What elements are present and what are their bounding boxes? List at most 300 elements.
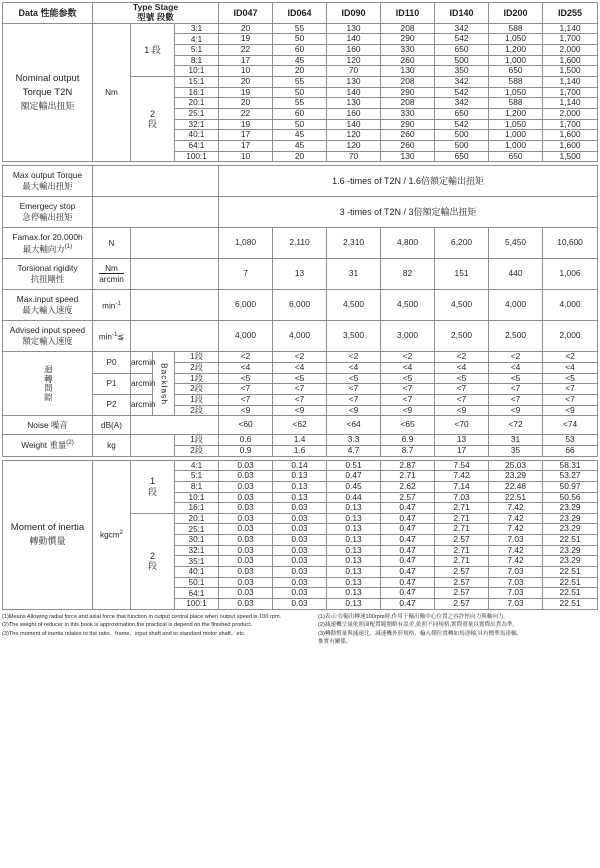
value-cell: 1,600 xyxy=(543,130,598,141)
stage-1-label: 1 段 xyxy=(131,460,175,513)
value-cell: 23.29 xyxy=(543,556,598,567)
ratio-cell: 3:1 xyxy=(175,23,219,34)
table-row xyxy=(3,460,598,471)
unit-weight: kg xyxy=(93,435,131,456)
value-cell: 4,500 xyxy=(381,290,435,321)
value-cell: 10 xyxy=(219,151,273,162)
value-cell: 0.9 xyxy=(219,445,273,456)
value-cell: 22 xyxy=(219,45,273,56)
value-cell: 1,000 xyxy=(489,140,543,151)
table-row xyxy=(3,435,598,446)
label-cn: 最大軸向力$^{(1)}$ xyxy=(22,242,73,254)
ratio-cell: 64:1 xyxy=(175,140,219,151)
value-cell: 2.87 xyxy=(381,460,435,471)
stage-label: 2段 xyxy=(175,362,219,373)
value-cell: 1,700 xyxy=(543,119,598,130)
value-cell: 45 xyxy=(273,140,327,151)
row-label-max-output-torque xyxy=(3,166,93,197)
value-cell: 0.03 xyxy=(273,545,327,556)
row-label-famax xyxy=(3,228,93,259)
value-cell: 4,000 xyxy=(219,321,273,352)
value-cell: 440 xyxy=(489,259,543,290)
value-cell: <7 xyxy=(273,384,327,395)
value-cell: <9 xyxy=(273,405,327,416)
value-cell: 650 xyxy=(435,45,489,56)
value-cell: <2 xyxy=(489,352,543,363)
value-cell: <7 xyxy=(219,384,273,395)
value-cell: 130 xyxy=(381,151,435,162)
ratio-cell: 40:1 xyxy=(175,567,219,578)
value-cell: 350 xyxy=(435,66,489,77)
value-cell: 140 xyxy=(327,34,381,45)
value-cell: 208 xyxy=(381,77,435,88)
value-cell: 542 xyxy=(435,34,489,45)
value-cell: 45 xyxy=(273,130,327,141)
value-cell: 10 xyxy=(219,66,273,77)
value-cell: 7.42 xyxy=(435,471,489,482)
value-cell: <5 xyxy=(543,373,598,384)
empty-cell xyxy=(131,290,219,321)
value-cell: 500 xyxy=(435,140,489,151)
value-cell: 0.13 xyxy=(327,567,381,578)
value-cell: <2 xyxy=(273,352,327,363)
unit-noise: dB(A) xyxy=(93,416,131,435)
value-cell: 2.62 xyxy=(381,481,435,492)
value-cell: 208 xyxy=(381,23,435,34)
value-cell: 7.42 xyxy=(489,524,543,535)
header-type-stage: Type Stage xyxy=(93,3,219,13)
value-cell: 0.03 xyxy=(219,492,273,503)
value-cell: 120 xyxy=(327,140,381,151)
ratio-cell: 30:1 xyxy=(175,535,219,546)
value-cell: 140 xyxy=(327,119,381,130)
footnotes xyxy=(2,613,598,647)
value-cell: 0.03 xyxy=(219,556,273,567)
value-cell: <60 xyxy=(219,416,273,435)
table-row xyxy=(3,166,598,197)
value-cell: 7.03 xyxy=(489,599,543,610)
ratio-cell: 40:1 xyxy=(175,130,219,141)
header-data-label: Data 性能参数 xyxy=(3,3,93,24)
value-cell: 50 xyxy=(273,119,327,130)
value-cell: 330 xyxy=(381,109,435,120)
value-cell: 1,700 xyxy=(543,34,598,45)
ratio-cell: 16:1 xyxy=(175,87,219,98)
value-cell: 0.03 xyxy=(219,471,273,482)
value-cell: 25.03 xyxy=(489,460,543,471)
table-row xyxy=(3,321,598,352)
ratio-cell: 10:1 xyxy=(175,492,219,503)
value-cell: 2.71 xyxy=(435,513,489,524)
value-cell: 7.54 xyxy=(435,460,489,471)
value-cell: 588 xyxy=(489,77,543,88)
value-cell: 23.29 xyxy=(543,513,598,524)
value-cell: 7 xyxy=(219,259,273,290)
value-cell: 82 xyxy=(381,259,435,290)
footnote-line: (3)轉動慣量與減速比、減速機外形規格、輸入側位置轉如馬達軸,具有標準馬達軸、 xyxy=(318,630,523,637)
value-cell: 22 xyxy=(219,109,273,120)
label-en: Nominal output Torque T2N xyxy=(15,72,80,98)
value-cell: 0.03 xyxy=(219,588,273,599)
value-cell: 0.13 xyxy=(273,481,327,492)
value-cell: 0.47 xyxy=(327,471,381,482)
value-cell: 650 xyxy=(489,66,543,77)
value-cell: 7.03 xyxy=(489,535,543,546)
value-cell: 2.71 xyxy=(435,503,489,514)
value-cell: <7 xyxy=(543,384,598,395)
value-cell: 7.03 xyxy=(435,492,489,503)
value-cell: 22.51 xyxy=(543,599,598,610)
value-cell: 330 xyxy=(381,45,435,56)
table-header-row xyxy=(3,3,598,13)
label-en: Max output Torque xyxy=(12,169,83,180)
value-cell: 22.51 xyxy=(543,577,598,588)
value-cell: 3,000 xyxy=(381,321,435,352)
value-cell: 0.47 xyxy=(381,577,435,588)
ratio-cell: 25:1 xyxy=(175,109,219,120)
header-model-1: ID064 xyxy=(273,3,327,24)
value-cell: 55 xyxy=(273,98,327,109)
backlash-unit-p2: arcmin xyxy=(131,394,153,415)
value-cell: 1,700 xyxy=(543,87,598,98)
value-cell: 500 xyxy=(435,130,489,141)
footnote-line: 惟實有關係。 xyxy=(318,638,352,645)
value-cell: 60 xyxy=(273,109,327,120)
value-cell: 10,600 xyxy=(543,228,598,259)
table-row xyxy=(3,259,598,290)
value-cell: 0.47 xyxy=(381,513,435,524)
footnote-line: (2)The weight of reducer in this book is approximation,the practical is depend on the finished product. xyxy=(2,622,253,629)
value-cell: 0.13 xyxy=(273,492,327,503)
value-cell: 17 xyxy=(219,55,273,66)
value-cell: 1.6 xyxy=(273,445,327,456)
value-cell: 70 xyxy=(327,151,381,162)
value-cell: 0.03 xyxy=(219,567,273,578)
value-cell: 130 xyxy=(381,66,435,77)
row-label-backlash xyxy=(3,352,93,416)
value-cell: 6,000 xyxy=(273,290,327,321)
value-cell: 588 xyxy=(489,23,543,34)
value-cell: <65 xyxy=(381,416,435,435)
value-cell: 45 xyxy=(273,55,327,66)
value-cell: 0.03 xyxy=(219,599,273,610)
ratio-cell: 8:1 xyxy=(175,481,219,492)
value-cell: 130 xyxy=(327,23,381,34)
table-row xyxy=(3,228,598,259)
value-cell: 542 xyxy=(435,87,489,98)
value-cell: 0.03 xyxy=(273,588,327,599)
value-cell: 342 xyxy=(435,98,489,109)
ratio-cell: 5:1 xyxy=(175,45,219,56)
value-cell: <5 xyxy=(327,373,381,384)
label-en: Backlash xyxy=(159,362,170,405)
stage-label: 2段 xyxy=(175,384,219,395)
value-cell: 2.57 xyxy=(435,588,489,599)
value-cell: 2,000 xyxy=(543,45,598,56)
value-cell: 2,500 xyxy=(435,321,489,352)
row-label-max-input-speed xyxy=(3,290,93,321)
value-cell: 23.29 xyxy=(543,545,598,556)
value-cell: 0.6 xyxy=(219,435,273,446)
value-cell: 290 xyxy=(381,87,435,98)
ratio-cell: 64:1 xyxy=(175,588,219,599)
value-cell: <5 xyxy=(273,373,327,384)
empty-cell xyxy=(93,197,219,228)
empty-cell xyxy=(131,259,219,290)
label-cn: 抗扭剛性 xyxy=(30,274,65,285)
value-cell: 22.51 xyxy=(543,567,598,578)
ratio-cell: 32:1 xyxy=(175,545,219,556)
value-cell: 50.97 xyxy=(543,481,598,492)
value-cell: 0.03 xyxy=(219,577,273,588)
value-cell: 2,000 xyxy=(543,321,598,352)
value-cell: 7.42 xyxy=(489,556,543,567)
value-cell: 1,080 xyxy=(219,228,273,259)
value-cell: 23.29 xyxy=(489,471,543,482)
label-en: Advised input speed xyxy=(9,324,86,335)
value-cell: 0.03 xyxy=(273,567,327,578)
unit-max-input-speed: $\min^{-1}$ xyxy=(93,290,131,321)
value-cell: 342 xyxy=(435,77,489,88)
row-label-advised-input-speed xyxy=(3,321,93,352)
ratio-cell: 16:1 xyxy=(175,503,219,514)
footnote-line: (1)Means Allowing radial force and axial force that function in output central place when output speed is 100 rpm. xyxy=(2,613,282,620)
table-row xyxy=(3,394,598,405)
value-cell: 0.03 xyxy=(273,556,327,567)
value-cell: 4,800 xyxy=(381,228,435,259)
value-cell: 17 xyxy=(219,140,273,151)
header-model-3: ID110 xyxy=(381,3,435,24)
table-row xyxy=(3,416,598,435)
value-cell: 650 xyxy=(489,151,543,162)
label-cn: 迴轉間隙 xyxy=(43,364,54,403)
value-cell: 7.14 xyxy=(435,481,489,492)
value-cell: <7 xyxy=(489,394,543,405)
table-row xyxy=(3,373,598,384)
value-cell: 0.03 xyxy=(219,535,273,546)
value-cell: 6,000 xyxy=(219,290,273,321)
ratio-cell: 20:1 xyxy=(175,98,219,109)
backlash-unit-p1: arcmin xyxy=(131,373,153,394)
value-cell: 0.13 xyxy=(327,599,381,610)
value-cell: 7.42 xyxy=(489,503,543,514)
stage-label: 2段 xyxy=(175,445,219,456)
ratio-cell: 50:1 xyxy=(175,577,219,588)
value-cell: <2 xyxy=(327,352,381,363)
value-cell: 290 xyxy=(381,119,435,130)
value-cell: 0.47 xyxy=(381,503,435,514)
value-cell: <5 xyxy=(219,373,273,384)
value-cell: 58.31 xyxy=(543,460,598,471)
value-cell: 0.03 xyxy=(273,503,327,514)
value-cell: 8.7 xyxy=(381,445,435,456)
empty-cell xyxy=(131,435,175,456)
value-cell: 60 xyxy=(273,45,327,56)
value-cell: 19 xyxy=(219,119,273,130)
value-cell: 1,050 xyxy=(489,87,543,98)
value-cell: 0.13 xyxy=(327,556,381,567)
value-cell: 2,310 xyxy=(327,228,381,259)
value-cell: 1,200 xyxy=(489,45,543,56)
value-cell: 4,000 xyxy=(489,290,543,321)
stage-1-label: 1 段 xyxy=(131,23,175,76)
label-en: Moment of inertia xyxy=(10,521,85,533)
value-cell: 140 xyxy=(327,87,381,98)
value-cell: 0.13 xyxy=(327,535,381,546)
ratio-cell: 100:1 xyxy=(175,151,219,162)
value-cell: 0.45 xyxy=(327,481,381,492)
backlash-group-p1: P1 xyxy=(93,373,131,394)
value-cell: 2.57 xyxy=(381,492,435,503)
value-cell: <4 xyxy=(327,362,381,373)
value-cell: 5,450 xyxy=(489,228,543,259)
value-cell: 7.03 xyxy=(489,588,543,599)
value-cell: 7.03 xyxy=(489,567,543,578)
value-cell: 0.47 xyxy=(381,545,435,556)
value-cell: <7 xyxy=(273,394,327,405)
unit-torsional-rigidity xyxy=(93,259,131,290)
value-cell: 290 xyxy=(381,34,435,45)
value-cell: 2,000 xyxy=(543,109,598,120)
unit-nominal-torque: Nm xyxy=(93,23,131,162)
value-cell: 0.03 xyxy=(273,535,327,546)
value-cell: 160 xyxy=(327,109,381,120)
value-cell: <5 xyxy=(381,373,435,384)
value-cell: 20 xyxy=(219,77,273,88)
value-cell: 19 xyxy=(219,34,273,45)
value-cell: 23.29 xyxy=(543,503,598,514)
value-cell: 500 xyxy=(435,55,489,66)
value-cell: 0.47 xyxy=(381,556,435,567)
stage-label: 1段 xyxy=(175,352,219,363)
value-cell: <74 xyxy=(543,416,598,435)
value-cell: <2 xyxy=(543,352,598,363)
value-cell: 7.03 xyxy=(489,577,543,588)
row-label-weight: Weight 重量$^{(2)}$ xyxy=(3,435,93,456)
value-cell: 22.51 xyxy=(489,492,543,503)
value-cell: 3.3 xyxy=(327,435,381,446)
backlash-group-p2: P2 xyxy=(93,394,131,415)
value-cell: 50 xyxy=(273,87,327,98)
value-cell: 1,500 xyxy=(543,66,598,77)
value-cell: <70 xyxy=(435,416,489,435)
value-cell: 342 xyxy=(435,23,489,34)
value-cell: <9 xyxy=(435,405,489,416)
value-cell: 1,140 xyxy=(543,77,598,88)
label-en: Weight 重量 xyxy=(21,440,67,451)
label-cn: 急停輸出扭矩 xyxy=(22,212,73,223)
header-model-2: ID090 xyxy=(327,3,381,24)
value-cell: 0.03 xyxy=(219,545,273,556)
spec-table xyxy=(2,2,598,610)
value-cell: 0.13 xyxy=(327,545,381,556)
value-cell: 20 xyxy=(273,151,327,162)
value-cell: 22.51 xyxy=(543,588,598,599)
label-en: Max.input speed xyxy=(16,293,79,304)
value-cell: 22.48 xyxy=(489,481,543,492)
value-cell: 20 xyxy=(219,98,273,109)
footnote-line: (2)減速機呈量依照面配置範圍略有誤差,依照不同規格,實際重量以實際出貨為準。 xyxy=(318,622,519,629)
value-cell: <4 xyxy=(435,362,489,373)
unit-famax: N xyxy=(93,228,131,259)
ratio-cell: 20:1 xyxy=(175,513,219,524)
ratio-cell: 15:1 xyxy=(175,77,219,88)
ratio-cell: 4:1 xyxy=(175,460,219,471)
value-cell: 0.44 xyxy=(327,492,381,503)
value-cell: 4,000 xyxy=(273,321,327,352)
value-cell: 1,140 xyxy=(543,23,598,34)
ratio-cell: 5:1 xyxy=(175,471,219,482)
value-cell: 53.27 xyxy=(543,471,598,482)
value-cell: <2 xyxy=(435,352,489,363)
value-cell: 17 xyxy=(435,445,489,456)
value-cell: 19 xyxy=(219,87,273,98)
value-cell: 0.03 xyxy=(219,481,273,492)
value-cell: 1,600 xyxy=(543,140,598,151)
header-model-4: ID140 xyxy=(435,3,489,24)
value-cell: 66 xyxy=(543,445,598,456)
footnote-line: (1)表示:在輸出轉速100rpm時,作用于輸出軸中心位置之容許徑向力與軸向力。 xyxy=(318,613,510,620)
empty-cell xyxy=(131,228,219,259)
value-cell: <7 xyxy=(489,384,543,395)
value-cell: <62 xyxy=(273,416,327,435)
header-type-stage-cn: 型號 段數 xyxy=(93,13,219,23)
stage-label: 2段 xyxy=(175,405,219,416)
value-cell: 31 xyxy=(327,259,381,290)
value-cell: 17 xyxy=(219,130,273,141)
value-cell: 0.13 xyxy=(327,577,381,588)
value-cell: 0.03 xyxy=(219,524,273,535)
value-cell: 70 xyxy=(327,66,381,77)
value-cell: 650 xyxy=(435,151,489,162)
value-cell: 22.51 xyxy=(543,535,598,546)
value-cell: 160 xyxy=(327,45,381,56)
value-cell: 13 xyxy=(273,259,327,290)
stage-label: 1段 xyxy=(175,435,219,446)
value-cell: 0.51 xyxy=(327,460,381,471)
header-model-6: ID255 xyxy=(543,3,598,24)
value-cell: 2.71 xyxy=(435,524,489,535)
footnotes-cn xyxy=(318,613,598,647)
value-cell: 0.47 xyxy=(381,588,435,599)
value-cell: <5 xyxy=(489,373,543,384)
label-en: Emergecy stop xyxy=(19,200,76,211)
label-cn: 最大輸入速度 xyxy=(22,305,73,316)
value-cell: 4.7 xyxy=(327,445,381,456)
value-cell: 120 xyxy=(327,55,381,66)
value-cell: 4,000 xyxy=(543,290,598,321)
table-row xyxy=(3,290,598,321)
value-cell: 13 xyxy=(435,435,489,446)
value-cell: 4,500 xyxy=(435,290,489,321)
value-cell: 50.56 xyxy=(543,492,598,503)
value-cell: 0.03 xyxy=(273,524,327,535)
value-emergency-stop: 3 -times of T2N / 3倍額定輸出扭矩 xyxy=(219,197,598,228)
value-cell: 6.9 xyxy=(381,435,435,446)
value-max-output-torque: 1.6 -times of T2N / 1.6倍額定輸出扭矩 xyxy=(219,166,598,197)
value-cell: 3,500 xyxy=(327,321,381,352)
value-cell: 1,050 xyxy=(489,34,543,45)
value-cell: 0.13 xyxy=(327,513,381,524)
unit-moment-of-inertia: kgcm$^2$ xyxy=(93,460,131,609)
value-cell: <9 xyxy=(381,405,435,416)
value-cell: 2.57 xyxy=(435,577,489,588)
value-cell: 35 xyxy=(489,445,543,456)
value-cell: 120 xyxy=(327,130,381,141)
label-cn: 轉動慣量 xyxy=(29,536,66,546)
row-label-noise: Noise 噪音 xyxy=(3,416,93,435)
unit-advised-input-speed: $\min^{-1}≦$ xyxy=(93,321,131,352)
